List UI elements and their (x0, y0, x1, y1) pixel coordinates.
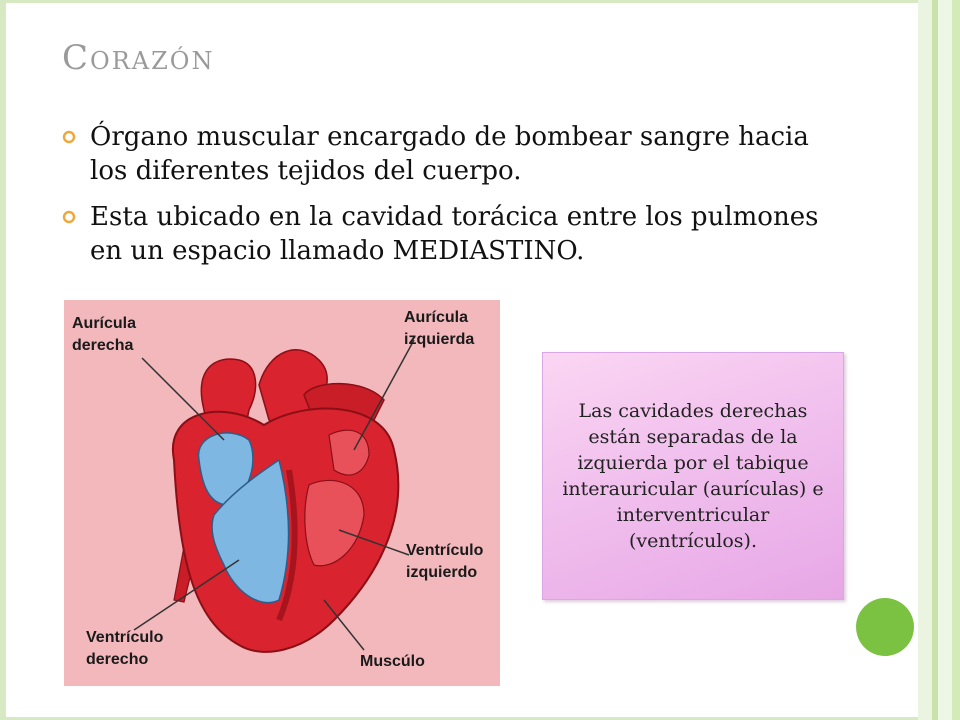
bullet-text: Órgano muscular encargado de bombear sangre hacia los diferentes tejidos del cuerpo. (90, 122, 809, 186)
label-auricula-izquierda: izquierda (404, 331, 475, 348)
heart-diagram (64, 300, 500, 686)
ring-bullet-icon (62, 210, 76, 224)
label-ventriculo-izquierdo: Ventrículo (406, 542, 484, 559)
label-musculo: Muscúlo (360, 653, 425, 670)
label-ventriculo-derecho: Ventrículo (86, 629, 164, 646)
label-ventriculo-derecho: derecho (86, 651, 149, 668)
septum-callout-box (542, 352, 844, 600)
label-ventriculo-izquierdo: izquierdo (406, 564, 478, 581)
decorative-rail (938, 0, 952, 720)
bullet-text: Esta ubicado en la cavidad torácica entre los pulmones en un espacio llamado MEDIASTINO. (90, 202, 819, 266)
label-auricula-derecha: Aurícula (72, 315, 137, 332)
decorative-rail (952, 0, 960, 720)
decorative-green-dot (856, 598, 914, 656)
ring-bullet-icon (62, 130, 76, 144)
bullet-list (62, 120, 842, 280)
bullet-item (62, 200, 842, 268)
label-auricula-derecha: derecha (72, 337, 134, 354)
callout-text: Las cavidades derechas están separadas de la izquierda por el tabique interauricular (aurículas) e interventricular (ventrículos). (562, 400, 824, 552)
slide-title: Corazón (62, 38, 215, 78)
heart-illustration (64, 300, 500, 686)
decorative-rail (918, 0, 932, 720)
bullet-item (62, 120, 842, 188)
label-auricula-izquierda: Aurícula (404, 309, 469, 326)
